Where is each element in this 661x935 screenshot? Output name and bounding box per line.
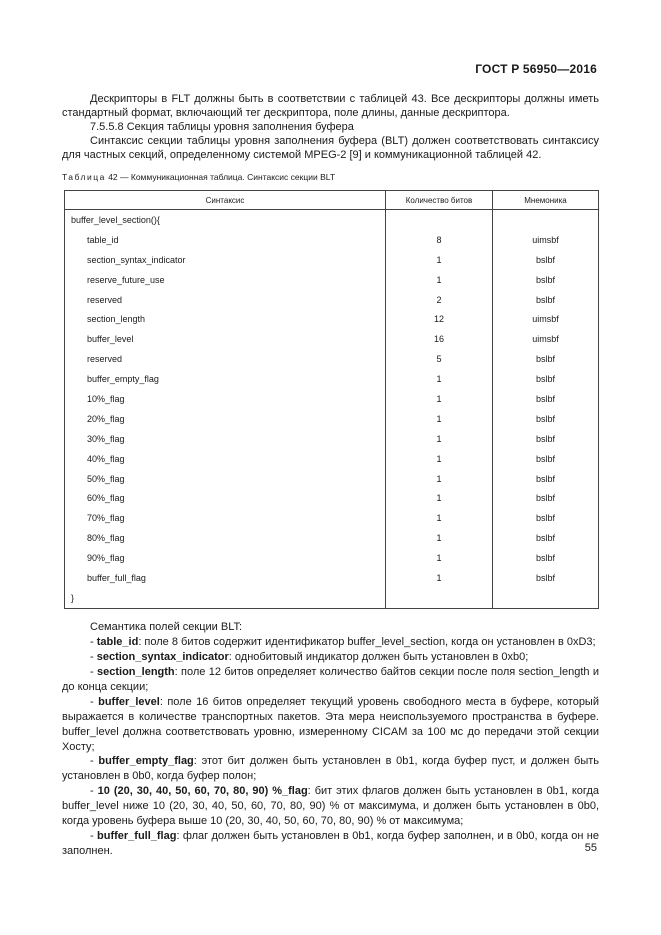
field-term: buffer_level bbox=[98, 696, 160, 708]
field-description: : флаг должен быть установлен в 0b1, когда буфер заполнен, и в 0b0, когда он не заполнен. bbox=[62, 830, 599, 857]
table-row bbox=[65, 290, 599, 310]
intro-paragraph-syntax: Синтаксис секции таблицы уровня заполнения буфера (BLT) должен соответствовать синтаксису для частных секций, определенному системой MPEG-2 [9] и коммуникационной таблицей 42. bbox=[62, 135, 599, 161]
intro-paragraph-descriptors: Дескрипторы в FLT должны быть в соответствии с таблицей 43. Все дескрипторы должны иметь стандартный формат, включающий тег дескриптора, поле длины, данные дескриптора. bbox=[62, 93, 599, 119]
mnemonic-cell: bslbf bbox=[493, 528, 599, 548]
mnemonic-cell: bslbf bbox=[493, 568, 599, 588]
semantics-item-table-id bbox=[62, 635, 599, 650]
dash: - bbox=[90, 636, 97, 648]
mnemonic-cell: bslbf bbox=[493, 389, 599, 409]
mnemonic-cell: bslbf bbox=[493, 409, 599, 429]
bits-cell: 8 bbox=[386, 230, 493, 250]
syntax-cell: reserve_future_use bbox=[65, 270, 386, 290]
field-description: : однобитовый индикатор должен быть установлен в 0xb0; bbox=[228, 651, 529, 663]
bits-cell: 1 bbox=[386, 409, 493, 429]
table-caption bbox=[62, 172, 335, 183]
bits-cell: 1 bbox=[386, 469, 493, 489]
table-row bbox=[65, 429, 599, 449]
mnemonic-empty-cell bbox=[493, 210, 599, 230]
field-description: : этот бит должен быть установлен в 0b1, когда буфер пуст, и должен быть установлен в 0b0, когда буфер полон; bbox=[62, 755, 599, 782]
dash: - bbox=[90, 755, 99, 767]
bits-cell: 1 bbox=[386, 488, 493, 508]
page-number: 55 bbox=[584, 842, 597, 854]
mnemonic-cell: uimsbf bbox=[493, 230, 599, 250]
mnemonic-cell: uimsbf bbox=[493, 329, 599, 349]
field-term: table_id bbox=[96, 636, 139, 648]
column-header-mnemonic: Мнемоника bbox=[493, 191, 599, 210]
syntax-cell: 30%_flag bbox=[65, 429, 386, 449]
table-row bbox=[65, 548, 599, 568]
syntax-cell: 10%_flag bbox=[65, 389, 386, 409]
syntax-cell: section_syntax_indicator bbox=[65, 250, 386, 270]
dash: - bbox=[90, 696, 99, 708]
table-row-close bbox=[65, 588, 599, 608]
bits-cell: 12 bbox=[386, 309, 493, 329]
mnemonic-cell: bslbf bbox=[493, 290, 599, 310]
syntax-cell: 20%_flag bbox=[65, 409, 386, 429]
dash: - bbox=[90, 651, 97, 663]
bits-cell: 2 bbox=[386, 290, 493, 310]
document-header: ГОСТ Р 56950—2016 bbox=[475, 62, 597, 76]
table-row bbox=[65, 230, 599, 250]
syntax-table bbox=[64, 190, 599, 609]
field-term: buffer_empty_flag bbox=[98, 755, 194, 767]
bits-cell: 1 bbox=[386, 548, 493, 568]
dash: - bbox=[90, 785, 98, 797]
dash: - bbox=[90, 666, 98, 678]
bits-empty-cell bbox=[386, 588, 493, 608]
table-row bbox=[65, 270, 599, 290]
mnemonic-cell: bslbf bbox=[493, 369, 599, 389]
field-description: : поле 16 битов определяет текущий уровень свободного места в буфере, который выражается в количестве транспортных пакетов. Эта мера неиспользуемого пространства в буфере. buffer_level должна соответствовать уровню, измеренному CICAM за 100 мс до передачи этой секции Хосту; bbox=[62, 696, 599, 753]
syntax-open-cell: buffer_level_section(){ bbox=[65, 210, 386, 230]
table-row bbox=[65, 508, 599, 528]
bits-cell: 1 bbox=[386, 369, 493, 389]
table-row-open bbox=[65, 210, 599, 230]
mnemonic-empty-cell bbox=[493, 588, 599, 608]
table-caption-prefix: Таблица bbox=[62, 172, 106, 182]
syntax-cell: buffer_level bbox=[65, 329, 386, 349]
bits-cell: 1 bbox=[386, 568, 493, 588]
syntax-cell: reserved bbox=[65, 349, 386, 369]
table-row bbox=[65, 409, 599, 429]
field-term: 10 (20, 30, 40, 50, 60, 70, 80, 90) %_flag bbox=[97, 785, 308, 797]
bits-cell: 1 bbox=[386, 270, 493, 290]
mnemonic-cell: bslbf bbox=[493, 469, 599, 489]
table-row bbox=[65, 568, 599, 588]
bits-cell: 1 bbox=[386, 429, 493, 449]
column-header-bits: Количество битов bbox=[386, 191, 493, 210]
syntax-cell: 80%_flag bbox=[65, 528, 386, 548]
syntax-close-cell: } bbox=[65, 588, 386, 608]
table-row bbox=[65, 369, 599, 389]
table-row bbox=[65, 329, 599, 349]
syntax-cell: buffer_full_flag bbox=[65, 568, 386, 588]
syntax-cell: buffer_empty_flag bbox=[65, 369, 386, 389]
mnemonic-cell: bslbf bbox=[493, 429, 599, 449]
table-row bbox=[65, 449, 599, 469]
semantics-item-percent-flags bbox=[62, 784, 599, 829]
field-description: : поле 12 битов определяет количество байтов секции после поля section_length и до конца секции; bbox=[62, 666, 599, 693]
bits-cell: 5 bbox=[386, 349, 493, 369]
mnemonic-cell: bslbf bbox=[493, 349, 599, 369]
syntax-cell: table_id bbox=[65, 230, 386, 250]
mnemonic-cell: bslbf bbox=[493, 449, 599, 469]
table-row bbox=[65, 250, 599, 270]
syntax-cell: 50%_flag bbox=[65, 469, 386, 489]
semantics-item-buffer-full-flag bbox=[62, 829, 599, 859]
mnemonic-cell: uimsbf bbox=[493, 309, 599, 329]
syntax-cell: section_length bbox=[65, 309, 386, 329]
syntax-cell: reserved bbox=[65, 290, 386, 310]
mnemonic-cell: bslbf bbox=[493, 250, 599, 270]
semantics-item-buffer-empty-flag bbox=[62, 754, 599, 784]
table-header-row bbox=[65, 191, 599, 210]
column-header-syntax: Синтаксис bbox=[65, 191, 386, 210]
field-term: buffer_full_flag bbox=[97, 830, 177, 842]
mnemonic-cell: bslbf bbox=[493, 508, 599, 528]
bits-cell: 1 bbox=[386, 389, 493, 409]
table-row bbox=[65, 488, 599, 508]
bits-cell: 1 bbox=[386, 449, 493, 469]
bits-cell: 16 bbox=[386, 329, 493, 349]
bits-cell: 1 bbox=[386, 508, 493, 528]
field-description: : поле 8 битов содержит идентификатор buffer_level_section, когда он установлен в 0xD3; bbox=[138, 636, 596, 648]
table-row bbox=[65, 469, 599, 489]
syntax-cell: 90%_flag bbox=[65, 548, 386, 568]
field-description: : бит этих флагов должен быть установлен в 0b1, когда buffer_level ниже 10 (20, 30, 40, 50, 60, 70, 80, 90) % от максимума, и должен быть установлен в 0b0, когда уровень буфера выше 10 (20, 30, 40, 50, 60, 70, 80, 90) % от максимума; bbox=[62, 785, 599, 827]
table-row bbox=[65, 389, 599, 409]
syntax-cell: 70%_flag bbox=[65, 508, 386, 528]
mnemonic-cell: bslbf bbox=[493, 488, 599, 508]
mnemonic-cell: bslbf bbox=[493, 548, 599, 568]
table-caption-text: 42 — Коммуникационная таблица. Синтаксис секции BLT bbox=[105, 172, 336, 182]
table-row bbox=[65, 349, 599, 369]
section-heading: 7.5.5.8 Секция таблицы уровня заполнения буфера bbox=[90, 121, 354, 133]
mnemonic-cell: bslbf bbox=[493, 270, 599, 290]
field-term: section_syntax_indicator bbox=[96, 651, 229, 663]
semantics-item-section-length bbox=[62, 665, 599, 695]
bits-empty-cell bbox=[386, 210, 493, 230]
semantics-item-buffer-level bbox=[62, 695, 599, 755]
table-row bbox=[65, 528, 599, 548]
syntax-cell: 40%_flag bbox=[65, 449, 386, 469]
bits-cell: 1 bbox=[386, 250, 493, 270]
semantics-item-section-syntax-indicator bbox=[62, 650, 599, 665]
semantics-title: Семантика полей секции BLT: bbox=[90, 621, 243, 633]
syntax-cell: 60%_flag bbox=[65, 488, 386, 508]
bits-cell: 1 bbox=[386, 528, 493, 548]
field-term: section_length bbox=[97, 666, 175, 678]
dash: - bbox=[90, 830, 97, 842]
table-row bbox=[65, 309, 599, 329]
